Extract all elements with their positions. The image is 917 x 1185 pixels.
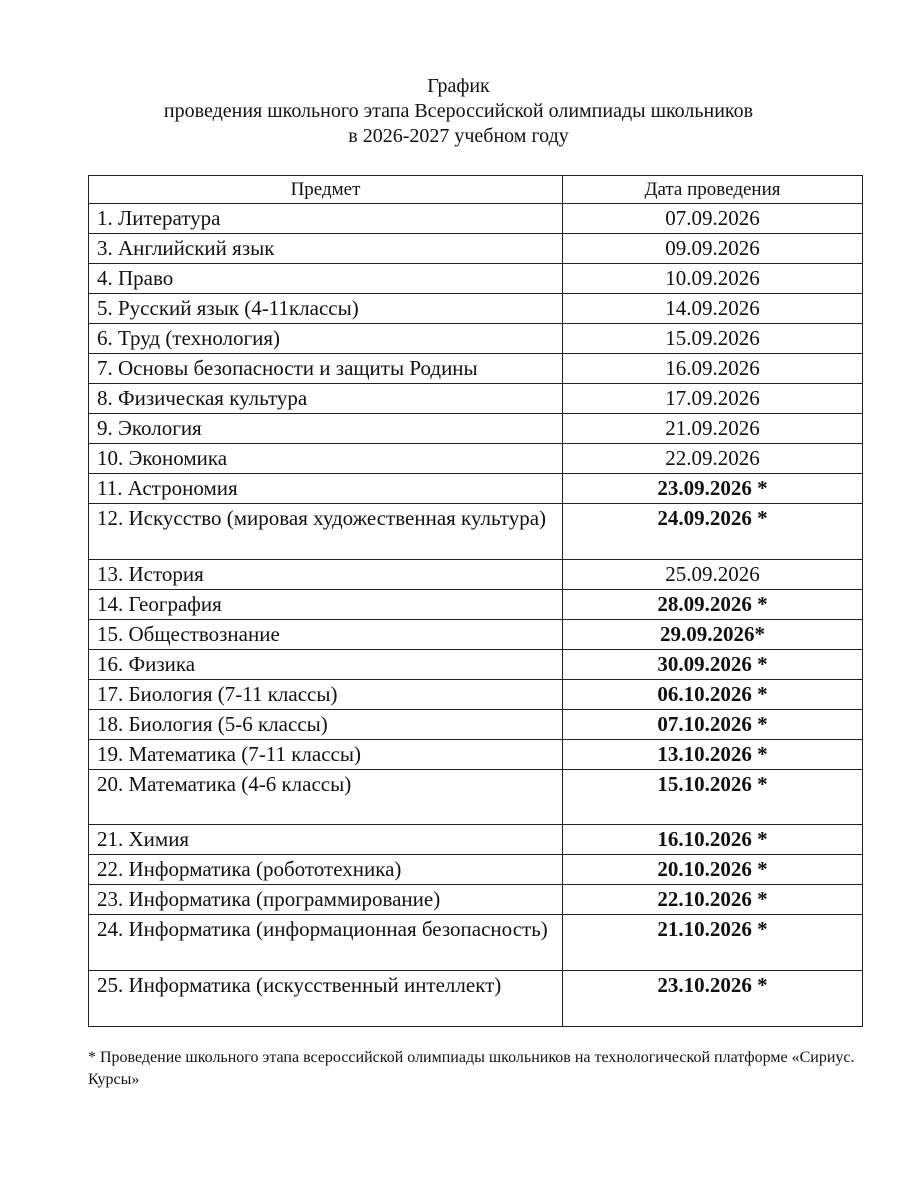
- table-row: [89, 620, 863, 650]
- table-row: [89, 474, 863, 504]
- subject-cell: 18. Биология (5-6 классы): [89, 710, 563, 740]
- date-cell: 21.10.2026 *: [563, 915, 863, 971]
- subject-cell: 24. Информатика (информационная безопасность): [89, 915, 563, 971]
- subject-cell: 25. Информатика (искусственный интеллект): [89, 971, 563, 1027]
- date-cell: 21.09.2026: [563, 414, 863, 444]
- subject-cell: 12. Искусство (мировая художественная культура): [89, 504, 563, 560]
- table-row: [89, 971, 863, 1027]
- date-cell: 22.09.2026: [563, 444, 863, 474]
- table-header-row: [89, 176, 863, 204]
- subject-cell: 10. Экономика: [89, 444, 563, 474]
- date-cell: 06.10.2026 *: [563, 680, 863, 710]
- date-cell: 28.09.2026 *: [563, 590, 863, 620]
- table-row: [89, 650, 863, 680]
- date-cell: 17.09.2026: [563, 384, 863, 414]
- date-cell: 22.10.2026 *: [563, 885, 863, 915]
- subject-cell: 16. Физика: [89, 650, 563, 680]
- document-title: [0, 74, 917, 149]
- table-row: [89, 770, 863, 825]
- table-row: [89, 324, 863, 354]
- table-row: [89, 444, 863, 474]
- header-date: Дата проведения: [563, 176, 863, 204]
- schedule-body: [89, 204, 863, 1027]
- table-row: [89, 504, 863, 560]
- table-row: [89, 885, 863, 915]
- title-line-2: проведения школьного этапа Всероссийской олимпиады школьников: [163, 100, 754, 122]
- footnote: * Проведение школьного этапа всероссийской олимпиады школьников на технологической платформе «Сириус. Курсы»: [88, 1049, 855, 1088]
- table-row: [89, 855, 863, 885]
- subject-cell: 15. Обществознание: [89, 620, 563, 650]
- date-cell: 25.09.2026: [563, 560, 863, 590]
- date-cell: 09.09.2026: [563, 234, 863, 264]
- subject-cell: 8. Физическая культура: [89, 384, 563, 414]
- date-cell: 23.10.2026 *: [563, 971, 863, 1027]
- date-cell: 07.09.2026: [563, 204, 863, 234]
- table-row: [89, 294, 863, 324]
- table-row: [89, 710, 863, 740]
- table-row: [89, 915, 863, 971]
- date-cell: 30.09.2026 *: [563, 650, 863, 680]
- table-row: [89, 560, 863, 590]
- date-cell: 15.09.2026: [563, 324, 863, 354]
- date-cell: 24.09.2026 *: [563, 504, 863, 560]
- date-cell: 29.09.2026*: [563, 620, 863, 650]
- date-cell: 15.10.2026 *: [563, 770, 863, 825]
- subject-cell: 19. Математика (7-11 классы): [89, 740, 563, 770]
- table-row: [89, 825, 863, 855]
- subject-cell: 7. Основы безопасности и защиты Родины: [89, 354, 563, 384]
- subject-cell: 22. Информатика (робототехника): [89, 855, 563, 885]
- table-row: [89, 204, 863, 234]
- header-subject: Предмет: [89, 176, 563, 204]
- subject-cell: 20. Математика (4-6 классы): [89, 770, 563, 825]
- schedule-table: [88, 175, 863, 1027]
- table-row: [89, 234, 863, 264]
- date-cell: 16.09.2026: [563, 354, 863, 384]
- subject-cell: 3. Английский язык: [89, 234, 563, 264]
- table-row: [89, 740, 863, 770]
- title-line-3: в 2026-2027 учебном году: [348, 125, 569, 147]
- title-line-1: График: [427, 75, 490, 97]
- subject-cell: 6. Труд (технология): [89, 324, 563, 354]
- table-row: [89, 414, 863, 444]
- subject-cell: 11. Астрономия: [89, 474, 563, 504]
- date-cell: 23.09.2026 *: [563, 474, 863, 504]
- table-row: [89, 264, 863, 294]
- table-row: [89, 354, 863, 384]
- subject-cell: 17. Биология (7-11 классы): [89, 680, 563, 710]
- subject-cell: 1. Литература: [89, 204, 563, 234]
- table-row: [89, 590, 863, 620]
- date-cell: 16.10.2026 *: [563, 825, 863, 855]
- table-row: [89, 384, 863, 414]
- subject-cell: 9. Экология: [89, 414, 563, 444]
- date-cell: 07.10.2026 *: [563, 710, 863, 740]
- date-cell: 13.10.2026 *: [563, 740, 863, 770]
- subject-cell: 4. Право: [89, 264, 563, 294]
- subject-cell: 5. Русский язык (4-11классы): [89, 294, 563, 324]
- date-cell: 20.10.2026 *: [563, 855, 863, 885]
- date-cell: 10.09.2026: [563, 264, 863, 294]
- subject-cell: 21. Химия: [89, 825, 563, 855]
- subject-cell: 23. Информатика (программирование): [89, 885, 563, 915]
- subject-cell: 13. История: [89, 560, 563, 590]
- date-cell: 14.09.2026: [563, 294, 863, 324]
- table-row: [89, 680, 863, 710]
- subject-cell: 14. География: [89, 590, 563, 620]
